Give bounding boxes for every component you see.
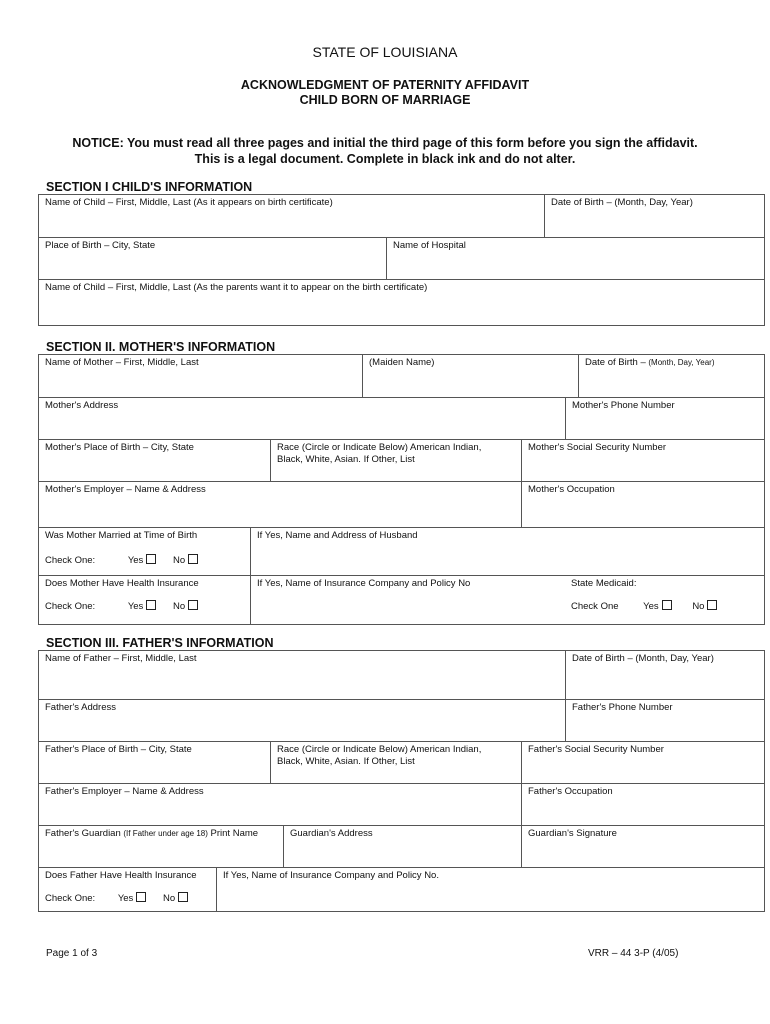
father-place-of-birth-field[interactable]: [39, 742, 270, 784]
mother-phone-field[interactable]: [565, 398, 764, 440]
guardian-signature-label: Guardian's Signature: [528, 828, 617, 839]
notice-line-2: This is a legal document. Complete in black ink and do not alter.: [194, 152, 576, 166]
mother-married-label: Was Mother Married at Time of Birth: [45, 530, 198, 541]
check-one-label: Check One: [571, 601, 619, 612]
table-row: [39, 439, 764, 482]
mother-health-no-checkbox[interactable]: [188, 600, 198, 610]
husband-label: If Yes, Name and Address of Husband: [257, 530, 418, 541]
section-3-title: SECTION III. FATHER'S INFORMATION: [46, 636, 274, 650]
mother-health-check: [45, 600, 198, 613]
father-guardian-field[interactable]: [39, 826, 283, 868]
medicaid-check: [571, 600, 717, 613]
father-occupation-label: Father's Occupation: [528, 786, 613, 797]
section-1-title: SECTION I CHILD'S INFORMATION: [46, 180, 253, 194]
mother-health-field: [39, 576, 250, 625]
medicaid-label: State Medicaid:: [571, 578, 637, 589]
mother-race-field[interactable]: [270, 440, 521, 482]
husband-field[interactable]: [250, 528, 764, 576]
father-health-no-checkbox[interactable]: [178, 892, 188, 902]
mother-insurance-label: If Yes, Name of Insurance Company and Policy No: [257, 578, 471, 589]
mother-place-of-birth-label: Mother's Place of Birth – City, State: [45, 442, 194, 453]
mother-ssn-field[interactable]: [521, 440, 764, 482]
table-row: [39, 481, 764, 528]
father-health-yes-checkbox[interactable]: [136, 892, 146, 902]
mother-health-yes-checkbox[interactable]: [146, 600, 156, 610]
father-health-label: Does Father Have Health Insurance: [45, 870, 197, 881]
child-name-birth-field[interactable]: [39, 195, 544, 237]
father-ssn-field[interactable]: [521, 742, 764, 784]
mother-race-label-1: Race (Circle or Indicate Below) American Indian,: [277, 442, 482, 453]
form-number: VRR – 44 3-P (4/05): [588, 948, 679, 959]
notice-line-1: NOTICE: You must read all three pages and initial the third page of this form before you sign the affidavit.: [72, 136, 698, 150]
mother-place-of-birth-field[interactable]: [39, 440, 270, 482]
table-row: [39, 195, 764, 237]
medicaid-no-checkbox[interactable]: [707, 600, 717, 610]
father-place-of-birth-label: Father's Place of Birth – City, State: [45, 744, 192, 755]
form-title: ACKNOWLEDGMENT OF PATERNITY AFFIDAVIT: [240, 78, 530, 92]
guardian-address-field[interactable]: [283, 826, 521, 868]
father-phone-label: Father's Phone Number: [572, 702, 673, 713]
yes-label: Yes: [127, 555, 144, 566]
mother-maiden-field[interactable]: [362, 355, 578, 397]
yes-label: Yes: [643, 601, 659, 612]
child-info-table: [38, 194, 765, 326]
mother-dob-format: (Month, Day, Year): [648, 358, 715, 367]
father-dob-field[interactable]: [565, 651, 764, 699]
father-insurance-field[interactable]: [216, 868, 764, 912]
father-employer-label: Father's Employer – Name & Address: [45, 786, 204, 797]
father-address-label: Father's Address: [45, 702, 116, 713]
mother-dob-field[interactable]: [578, 355, 764, 397]
mother-phone-label: Mother's Phone Number: [572, 400, 675, 411]
table-row: [39, 651, 764, 699]
table-row: [39, 699, 764, 742]
mother-occupation-label: Mother's Occupation: [528, 484, 615, 495]
father-name-field[interactable]: [39, 651, 565, 699]
father-phone-field[interactable]: [565, 700, 764, 742]
mother-address-label: Mother's Address: [45, 400, 119, 411]
table-row: [39, 237, 764, 280]
check-one-label: Check One:: [45, 893, 96, 904]
table-row: [39, 741, 764, 784]
place-of-birth-field[interactable]: [39, 238, 386, 280]
father-guardian-label: Father's Guardian: [45, 828, 124, 839]
mother-maiden-label: (Maiden Name): [369, 357, 435, 368]
medicaid-yes-checkbox[interactable]: [662, 600, 672, 610]
mother-employer-label: Mother's Employer – Name & Address: [45, 484, 206, 495]
mother-employer-field[interactable]: [39, 482, 521, 528]
mother-married-check: [45, 554, 198, 567]
table-row: [39, 575, 764, 625]
father-guardian-age-note: (If Father under age 18): [123, 829, 208, 838]
mother-married-yes-checkbox[interactable]: [146, 554, 156, 564]
mother-ssn-label: Mother's Social Security Number: [528, 442, 667, 453]
father-guardian-print-label: Print Name: [207, 828, 259, 839]
no-label: No: [692, 601, 705, 612]
mother-health-label: Does Mother Have Health Insurance: [45, 578, 199, 589]
hospital-field[interactable]: [386, 238, 764, 280]
form-subtitle: CHILD BORN OF MARRIAGE: [299, 93, 471, 107]
yes-label: Yes: [127, 601, 144, 612]
mother-married-no-checkbox[interactable]: [188, 554, 198, 564]
mother-address-field[interactable]: [39, 398, 565, 440]
father-dob-label: Date of Birth – (Month, Day, Year): [572, 653, 714, 664]
state-heading: STATE OF LOUISIANA: [312, 44, 458, 60]
table-row: [39, 527, 764, 576]
mother-name-field[interactable]: [39, 355, 362, 397]
mother-race-label-2: Black, White, Asian. If Other, List: [277, 454, 415, 465]
no-label: No: [172, 601, 186, 612]
father-race-label-1: Race (Circle or Indicate Below) American Indian,: [277, 744, 482, 755]
father-name-label: Name of Father – First, Middle, Last: [45, 653, 197, 664]
table-row: [39, 867, 764, 912]
father-insurance-label: If Yes, Name of Insurance Company and Policy No.: [223, 870, 439, 881]
child-name-parents-label: Name of Child – First, Middle, Last (As the parents want it to appear on the birth certificate): [45, 282, 428, 293]
hospital-label: Name of Hospital: [393, 240, 466, 251]
father-employer-field[interactable]: [39, 784, 521, 826]
father-ssn-label: Father's Social Security Number: [528, 744, 664, 755]
table-row: [39, 825, 764, 868]
father-health-field: [39, 868, 216, 912]
no-label: No: [172, 555, 186, 566]
section-2-title: SECTION II. MOTHER'S INFORMATION: [46, 340, 276, 354]
check-one-label: Check One:: [45, 555, 96, 566]
guardian-address-label: Guardian's Address: [290, 828, 373, 839]
father-health-check: [45, 892, 188, 905]
mother-info-table: [38, 354, 765, 625]
father-race-field[interactable]: [270, 742, 521, 784]
father-race-label-2: Black, White, Asian. If Other, List: [277, 756, 415, 767]
mother-name-label: Name of Mother – First, Middle, Last: [45, 357, 199, 368]
table-row: [39, 783, 764, 826]
child-name-parents-field[interactable]: [39, 280, 764, 326]
father-info-table: [38, 650, 765, 912]
mother-insurance-field[interactable]: [250, 576, 565, 625]
table-row: [39, 397, 764, 440]
check-one-label: Check One:: [45, 601, 96, 612]
mother-dob-label: Date of Birth –: [585, 357, 649, 368]
child-dob-field[interactable]: [544, 195, 764, 237]
father-address-field[interactable]: [39, 700, 565, 742]
place-of-birth-label: Place of Birth – City, State: [45, 240, 156, 251]
mother-occupation-field[interactable]: [521, 482, 764, 528]
father-occupation-field[interactable]: [521, 784, 764, 826]
page-number: Page 1 of 3: [46, 948, 98, 959]
mother-married-field: [39, 528, 250, 576]
child-dob-label: Date of Birth – (Month, Day, Year): [551, 197, 693, 208]
table-row: [39, 279, 764, 326]
no-label: No: [162, 893, 176, 904]
yes-label: Yes: [117, 893, 134, 904]
medicaid-field: [565, 576, 764, 625]
table-row: [39, 355, 764, 397]
guardian-signature-field[interactable]: [521, 826, 764, 868]
child-name-birth-label: Name of Child – First, Middle, Last (As it appears on birth certificate): [45, 197, 333, 208]
